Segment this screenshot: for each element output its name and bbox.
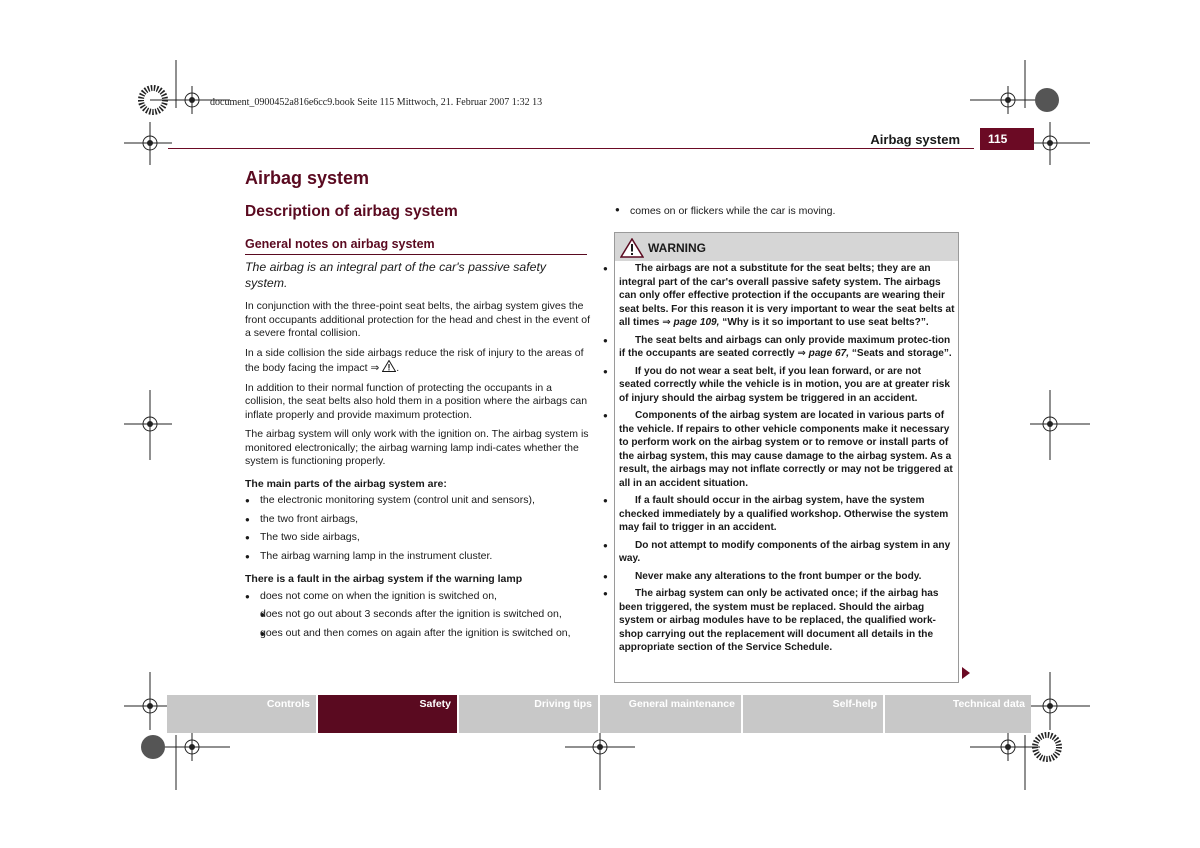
topic-heading-rule bbox=[245, 254, 587, 255]
list-item: ● the two front airbags, bbox=[245, 513, 590, 527]
tab-technical-data[interactable]: Technical data bbox=[885, 695, 1031, 733]
section-title: Airbag system bbox=[245, 168, 370, 188]
list-item: ● does not come on when the ignition is switched on, bbox=[245, 590, 590, 604]
paragraph-4: The airbag system will only work with the ignition on. The airbag system is monitored electronically; the airbag warning lamp indi-cates whether the system is functioning properly. bbox=[245, 428, 589, 467]
warning-item bbox=[619, 262, 955, 330]
page-reference-link[interactable]: page 67, bbox=[808, 348, 850, 359]
paragraph-2-text: In a side collision the side airbags reduce the risk of injury to the areas of the body facing the impact ⇒ bbox=[245, 346, 584, 374]
warning-triangle-icon bbox=[620, 238, 644, 258]
warning-item: ● Never make any alterations to the front bumper or the body. bbox=[619, 570, 955, 584]
tab-general-maintenance[interactable]: General maintenance bbox=[600, 695, 741, 733]
tab-driving-tips[interactable]: Driving tips bbox=[459, 695, 598, 733]
page-reference-link[interactable]: page 109, bbox=[673, 317, 720, 328]
warning-text bbox=[619, 262, 955, 659]
intro-text: The airbag is an integral part of the car's passive safety system. bbox=[245, 260, 547, 290]
file-info-line: document_0900452a816e6cc9.book Seite 115 Mittwoch, 21. Februar 2007 1:32 13 bbox=[210, 97, 543, 108]
warning-item: ● If you do not wear a seat belt, if you lean forward, or are not seated correctly while the vehicle is in motion, you are at greater risk of injury should the airbag system be triggered in an accident. bbox=[619, 365, 955, 406]
paragraph-2-end: . bbox=[396, 362, 400, 374]
page-number: 115 bbox=[980, 128, 1034, 150]
warning-item: ● Do not attempt to modify components of the airbag system in any way. bbox=[619, 539, 955, 566]
tab-safety[interactable]: Safety bbox=[318, 695, 457, 733]
parts-heading: The main parts of the airbag system are: bbox=[245, 477, 447, 490]
warning-item bbox=[619, 334, 955, 361]
list-item: ● The airbag warning lamp in the instrument cluster. bbox=[245, 550, 590, 564]
warning-item-text: The airbags are not a substitute for the seat belts; they are an integral part of the car's overall passive safety system. The airbags can only offer effective protection if the occupants are wearing their seat belts. For this reason it is very important to wear the seat belts at all times ⇒ bbox=[619, 263, 955, 328]
topic-heading: General notes on airbag system bbox=[245, 237, 435, 251]
warning-item-text: “Why is it so important to use seat belts?”. bbox=[719, 317, 929, 328]
paragraph-1: In conjunction with the three-point seat belts, the airbag system gives the front occupants additional protection for the head and chest in the event of a severe frontal collision. bbox=[245, 300, 590, 339]
list-item: ● The two side airbags, bbox=[245, 531, 590, 545]
left-body bbox=[245, 300, 590, 645]
header-rule bbox=[168, 148, 974, 149]
list-item: ● goes out and then comes on again after the ignition is switched on, bbox=[245, 627, 590, 641]
paragraph-3: In addition to their normal function of protecting the occupants in a collision, the seat belts also hold them in a position where the airbags can inflate properly and provide maximum protection. bbox=[245, 381, 588, 421]
fault-heading: There is a fault in the airbag system if the warning lamp bbox=[245, 573, 523, 585]
warning-triangle-icon bbox=[382, 360, 396, 372]
list-item: ● the electronic monitoring system (control unit and sensors), bbox=[245, 494, 590, 508]
warning-item: ● The airbag system can only be activated once; if the airbag has been triggered, the system must be replaced. Should the airbag system or airbag modules have to be replaced, the qualified work-shop carrying out the replacement will document all details in the appropriate section of the Service Schedule. bbox=[619, 587, 955, 655]
warning-item: ● Components of the airbag system are located in various parts of the vehicle. If repairs to other vehicle components make it necessary to perform work on the airbag system or to remove or install parts of the airbag system, this may cause damage to the airbag system. As a result, the airbags may not inflate correctly or may not be triggered at all in an accident situation. bbox=[619, 409, 955, 490]
warning-item: ● If a fault should occur in the airbag system, have the system checked immediately by a qualified workshop. Otherwise the system may fail to trigger in an accident. bbox=[619, 494, 955, 535]
warning-item-text: The seat belts and airbags can only provide maximum protec-tion if the occupants are seated correctly ⇒ bbox=[619, 334, 951, 359]
list-item: ● comes on or flickers while the car is moving. bbox=[615, 205, 835, 217]
tab-self-help[interactable]: Self-help bbox=[743, 695, 883, 733]
subsection-title: Description of airbag system bbox=[245, 203, 458, 220]
list-item: ● does not go out about 3 seconds after the ignition is switched on, bbox=[245, 608, 590, 622]
warning-label: WARNING bbox=[648, 241, 706, 255]
tab-controls[interactable]: Controls bbox=[167, 695, 316, 733]
warning-item-text: “Seats and storage”. bbox=[849, 348, 952, 359]
paragraph-2 bbox=[245, 347, 590, 376]
continued-list-item bbox=[615, 205, 835, 222]
running-header-title: Airbag system bbox=[870, 132, 960, 147]
chapter-tab-bar bbox=[167, 695, 1033, 733]
continue-arrow-icon bbox=[962, 667, 970, 679]
